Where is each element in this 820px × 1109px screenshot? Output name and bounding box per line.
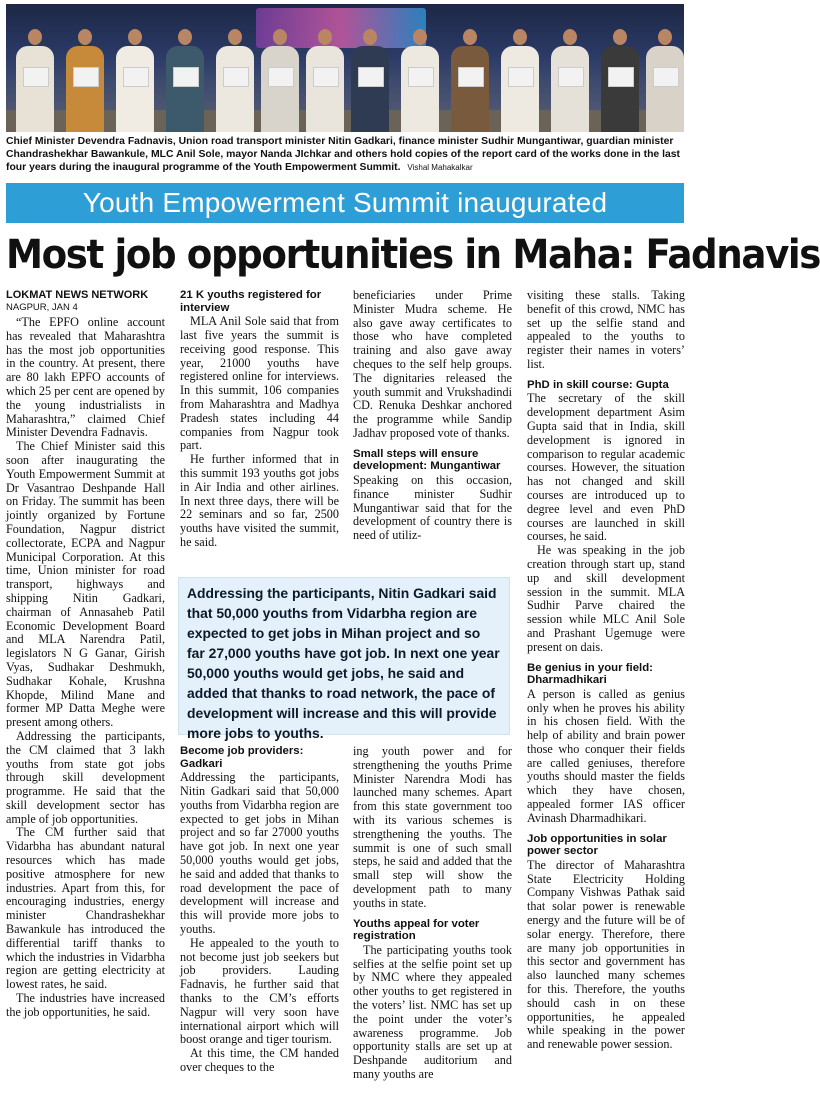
paragraph: Addressing the participants, Nitin Gadkari said that 50,000 youths from Vidarbha region are expected to get jobs in Mihan project and so far 27000 youths have got job. In next one year 50,000 youths would get jobs, he said and added that thanks to road development the pace of development will increase and this will provide more jobs to youths. <box>180 770 339 936</box>
person-figure <box>401 29 439 132</box>
column-2-bottom <box>180 745 339 1075</box>
person-figure <box>116 29 154 132</box>
person-figure <box>451 29 489 132</box>
paragraph: The participating youths took selfies at the selfie point set up by NMC where they appealed other youths to get registered in the voters’ list. NMC has set up the point under the voter’s awareness programme. Job opportunity stalls are set up at Deshpande auditorium and many youths are <box>353 942 512 1081</box>
column-4 <box>527 289 685 1052</box>
person-figure <box>66 29 104 132</box>
paragraph: ing youth power and for strengthening the youths Prime Minister Narendra Modi has launched many schemes. Apart from this state government too with its various schemes is strengthening the youths. The summit is one of such small steps, he said and added that the small step will show the development path to many youths in state. <box>353 744 512 910</box>
person-figure <box>551 29 589 132</box>
paragraph: The Chief Minister said this soon after inaugurating the Youth Empowerment Summit at Dr Vasantrao Deshpande Hall on Friday. The summit has been jointly organized by Fortune Foundation, Nagpur district collectorate, ECPA and Nagpur Municipal Corporation. At this time, Union minister for road transport, highways and shipping Nitin Gadkari, chairman of Annasaheb Patil Economic Development Board and MLA Narendra Patil, legislators N G Ganar, Girish Vyas, Sudhakar Deshmukh, Sudhakar Kohale, Krushna Khopde, Milind Mane and former MP Datta Meghe were present among others. <box>6 439 165 730</box>
column-2-top <box>180 289 339 550</box>
paragraph: The director of Maharashtra State Electricity Holding Company Vishwas Pathak said that solar power is renewable energy and the future will be of solar energy. Therefore, there are many job opportunities in this sector and government has also launched many schemes for this. Therefore, the youths should cash in on these opportunities, he appealed while speaking in the power and renewable power session. <box>527 857 685 1052</box>
person-figure <box>501 29 539 132</box>
paragraph: The CM further said that Vidarbha has abundant natural resources which has made positive atmosphere for new industries. Apart from this, for encouraging industries, energy minister Chandrashekhar Bawankule has introduced the differential tariff thanks to which the industries in Vidarbha region are getting electricity at lowest rates, he said. <box>6 825 165 992</box>
paragraph: visiting these stalls. Taking benefit of this crowd, NMC has set up the selfie stand and appealed to the youths to register their names in voters’ list. <box>527 288 685 371</box>
paragraph: The industries have increased the job opportunities, he said. <box>6 991 165 1019</box>
caption-text: Chief Minister Devendra Fadnavis, Union road transport minister Nitin Gadkari, finance minister Sudhir Mungantiwar, guardian minister Chandrashekhar Bawankule, MLC Anil Sole, mayor Nanda JIchkar and others hold copies of the report card of the works done in the last four years during the inaugural programme of the Youth Empowerment Summit. <box>6 136 680 173</box>
person-figure <box>216 29 254 132</box>
paragraph: “The EPFO online account has revealed that Maharashtra has the most job opportunities in the country. At present, there are 80 lakh EPFO accounts of which 25 per cent are opened by the young industrialists in Maharashtra,” claimed Chief Minister Devendra Fadnavis. <box>6 315 165 440</box>
person-figure <box>601 29 639 132</box>
person-figure <box>261 29 299 132</box>
person-figure <box>351 29 389 132</box>
subhead: Be genius in your field: Dharmadhikari <box>527 661 653 687</box>
subhead: Job opportunities in solar power sector <box>527 832 667 858</box>
column-1 <box>6 289 165 1020</box>
person-figure <box>646 29 684 132</box>
paragraph: He appealed to the youth to not become just job seekers but job providers. Lauding Fadnavis, he further said that thanks to the CM’s efforts Nagpur will very soon have international airport which will boost orange and tiger tourism. <box>180 935 339 1047</box>
byline: LOKMAT NEWS NETWORK <box>6 289 149 301</box>
column-3-bottom <box>353 745 512 1082</box>
subhead: Small steps will ensure development: Mungantiwar <box>353 447 501 473</box>
paragraph: Addressing the participants, the CM claimed that 3 lakh youths from state got jobs through skill development programme. He said that the skill development sector has ample of job opportunities. <box>6 728 165 826</box>
subhead: PhD in skill course: Gupta <box>527 378 669 391</box>
paragraph: A person is called as genius only when he proves his ability in his chosen field. With the help of ability and brain power those who conquer their fields are called geniuses, therefore youths should master the fields which they have chosen, appealed former IAS officer Avinash Dharmadhikari. <box>527 686 685 825</box>
kicker-banner: Youth Empowerment Summit inaugurated <box>6 183 684 223</box>
photo-credit: Vishal Mahakalkar <box>407 163 473 172</box>
dateline: NAGPUR, JAN 4 <box>6 302 78 313</box>
subhead: Youths appeal for voter registration <box>353 917 480 943</box>
paragraph: MLA Anil Sole said that from last five years the summit is receiving good response. This year, 21000 youths have registered online for interviews. In this summit, 106 companies from Maharashtra and Madhya Pradesh states including 44 companies from Nagpur took part. <box>180 314 339 453</box>
subhead: 21 K youths registered for interview <box>180 289 322 314</box>
subhead: Become job providers: Gadkari <box>180 745 304 770</box>
paragraph: Speaking on this occasion, finance minister Sudhir Mungantiwar said that for the development of country there is need of utiliz- <box>353 472 512 543</box>
paragraph: He was speaking in the job creation through start up, stand up and skill development session in the summit. MLA Sudhir Parve chaired the session while MLC Anil Sole and Prashant Ugemuge were present on dais. <box>527 543 685 654</box>
photo-caption <box>6 135 684 174</box>
paragraph: At this time, the CM handed over cheques to the <box>180 1046 339 1074</box>
person-figure <box>166 29 204 132</box>
person-figure <box>16 29 54 132</box>
column-3-top <box>353 289 512 543</box>
lead-photo <box>6 4 684 132</box>
person-figure <box>306 29 344 132</box>
pull-quote: Addressing the participants, Nitin Gadkari said that 50,000 youths from Vidarbha region are expected to get jobs in Mihan project and so far 27,000 youths have got job. In next one year 50,000 youths would get jobs, he said and added that thanks to road network, the pace of development will increase and this will provide more jobs to youths. <box>178 577 510 735</box>
paragraph: beneficiaries under Prime Minister Mudra scheme. He also gave away certificates to those who have completed training and also gave away cheques to the self help groups. The dignitaries released the youth summit and Vrukshadindi CD. Renuka Deshkar anchored the programme while Sandip Jadhav proposed vote of thanks. <box>353 288 512 440</box>
paragraph: He further informed that in this summit 193 youths got jobs in Air India and other airlines. In next three days, there will be 22 seminars and so far, 2500 youths have visited the summit, he said. <box>180 452 339 549</box>
headline: Most job opportunities in Maha: Fadnavis <box>6 232 820 278</box>
paragraph: The secretary of the skill development department Asim Gupta said that in India, skill development is ignored in comparison to regular academic courses. However, the situation has not changed and skill courses are introduced up to degree level and even PhD courses are launched in skill courses, he said. <box>527 391 685 544</box>
